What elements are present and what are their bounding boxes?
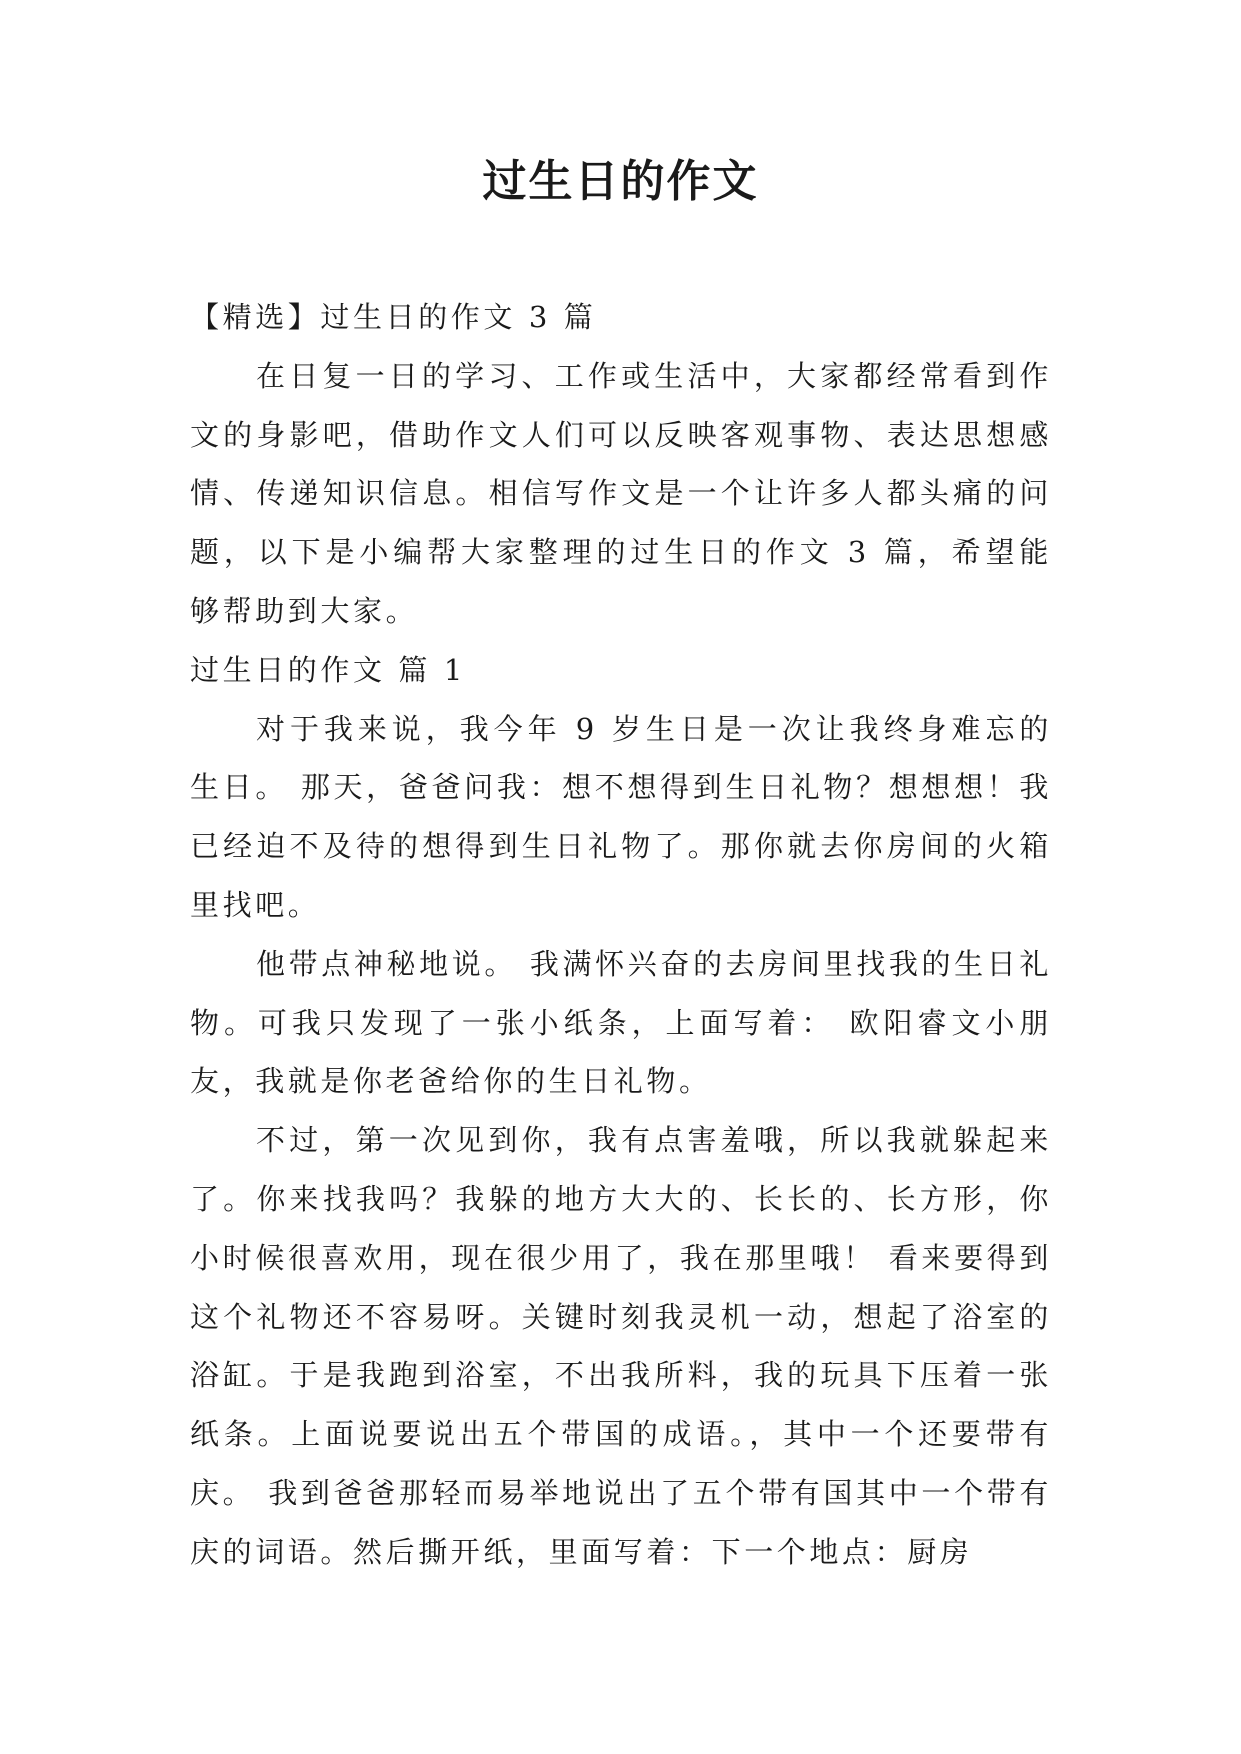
body-paragraph-2: 他带点神秘地说。 我满怀兴奋的去房间里找我的生日礼物。可我只发现了一张小纸条，上面写着： 欧阳睿文小朋友，我就是你老爸给你的生日礼物。	[190, 946, 1052, 1099]
intro-paragraph: 在日复一日的学习、工作或生活中，大家都经常看到作文的身影吧，借助作文人们可以反映客观事物、表达思想感情、传递知识信息。相信写作文是一个让许多人都头痛的问题，以下是小编帮大家整理的过生日的作文 3 篇，希望能够帮助到大家。	[190, 358, 1052, 628]
document-subtitle: 【精选】过生日的作文 3 篇	[190, 300, 597, 334]
document-body	[190, 288, 1052, 1582]
body-paragraph-3: 不过，第一次见到你，我有点害羞哦，所以我就躲起来了。你来找我吗？我躲的地方大大的、长长的、长方形，你小时候很喜欢用，现在很少用了，我在那里哦！ 看来要得到这个礼物还不容易呀。关键时刻我灵机一动，想起了浴室的浴缸。于是我跑到浴室，不出我所料，我的玩具下压着一张纸条。上面说要说出五个带国的成语。，其中一个还要带有庆。 我到爸爸那轻而易举地说出了五个带有国其中一个带有庆的词语。然后撕开纸，里面写着：下一个地点：厨房	[190, 1123, 1052, 1569]
body-paragraph-1: 对于我来说，我今年 9 岁生日是一次让我终身难忘的生日。 那天，爸爸问我：想不想得到生日礼物？想想想！我已经迫不及待的想得到生日礼物了。那你就去你房间的火箱里找吧。	[190, 711, 1052, 922]
document-title: 过生日的作文	[482, 156, 759, 207]
section-heading: 过生日的作文 篇 1	[190, 652, 466, 687]
